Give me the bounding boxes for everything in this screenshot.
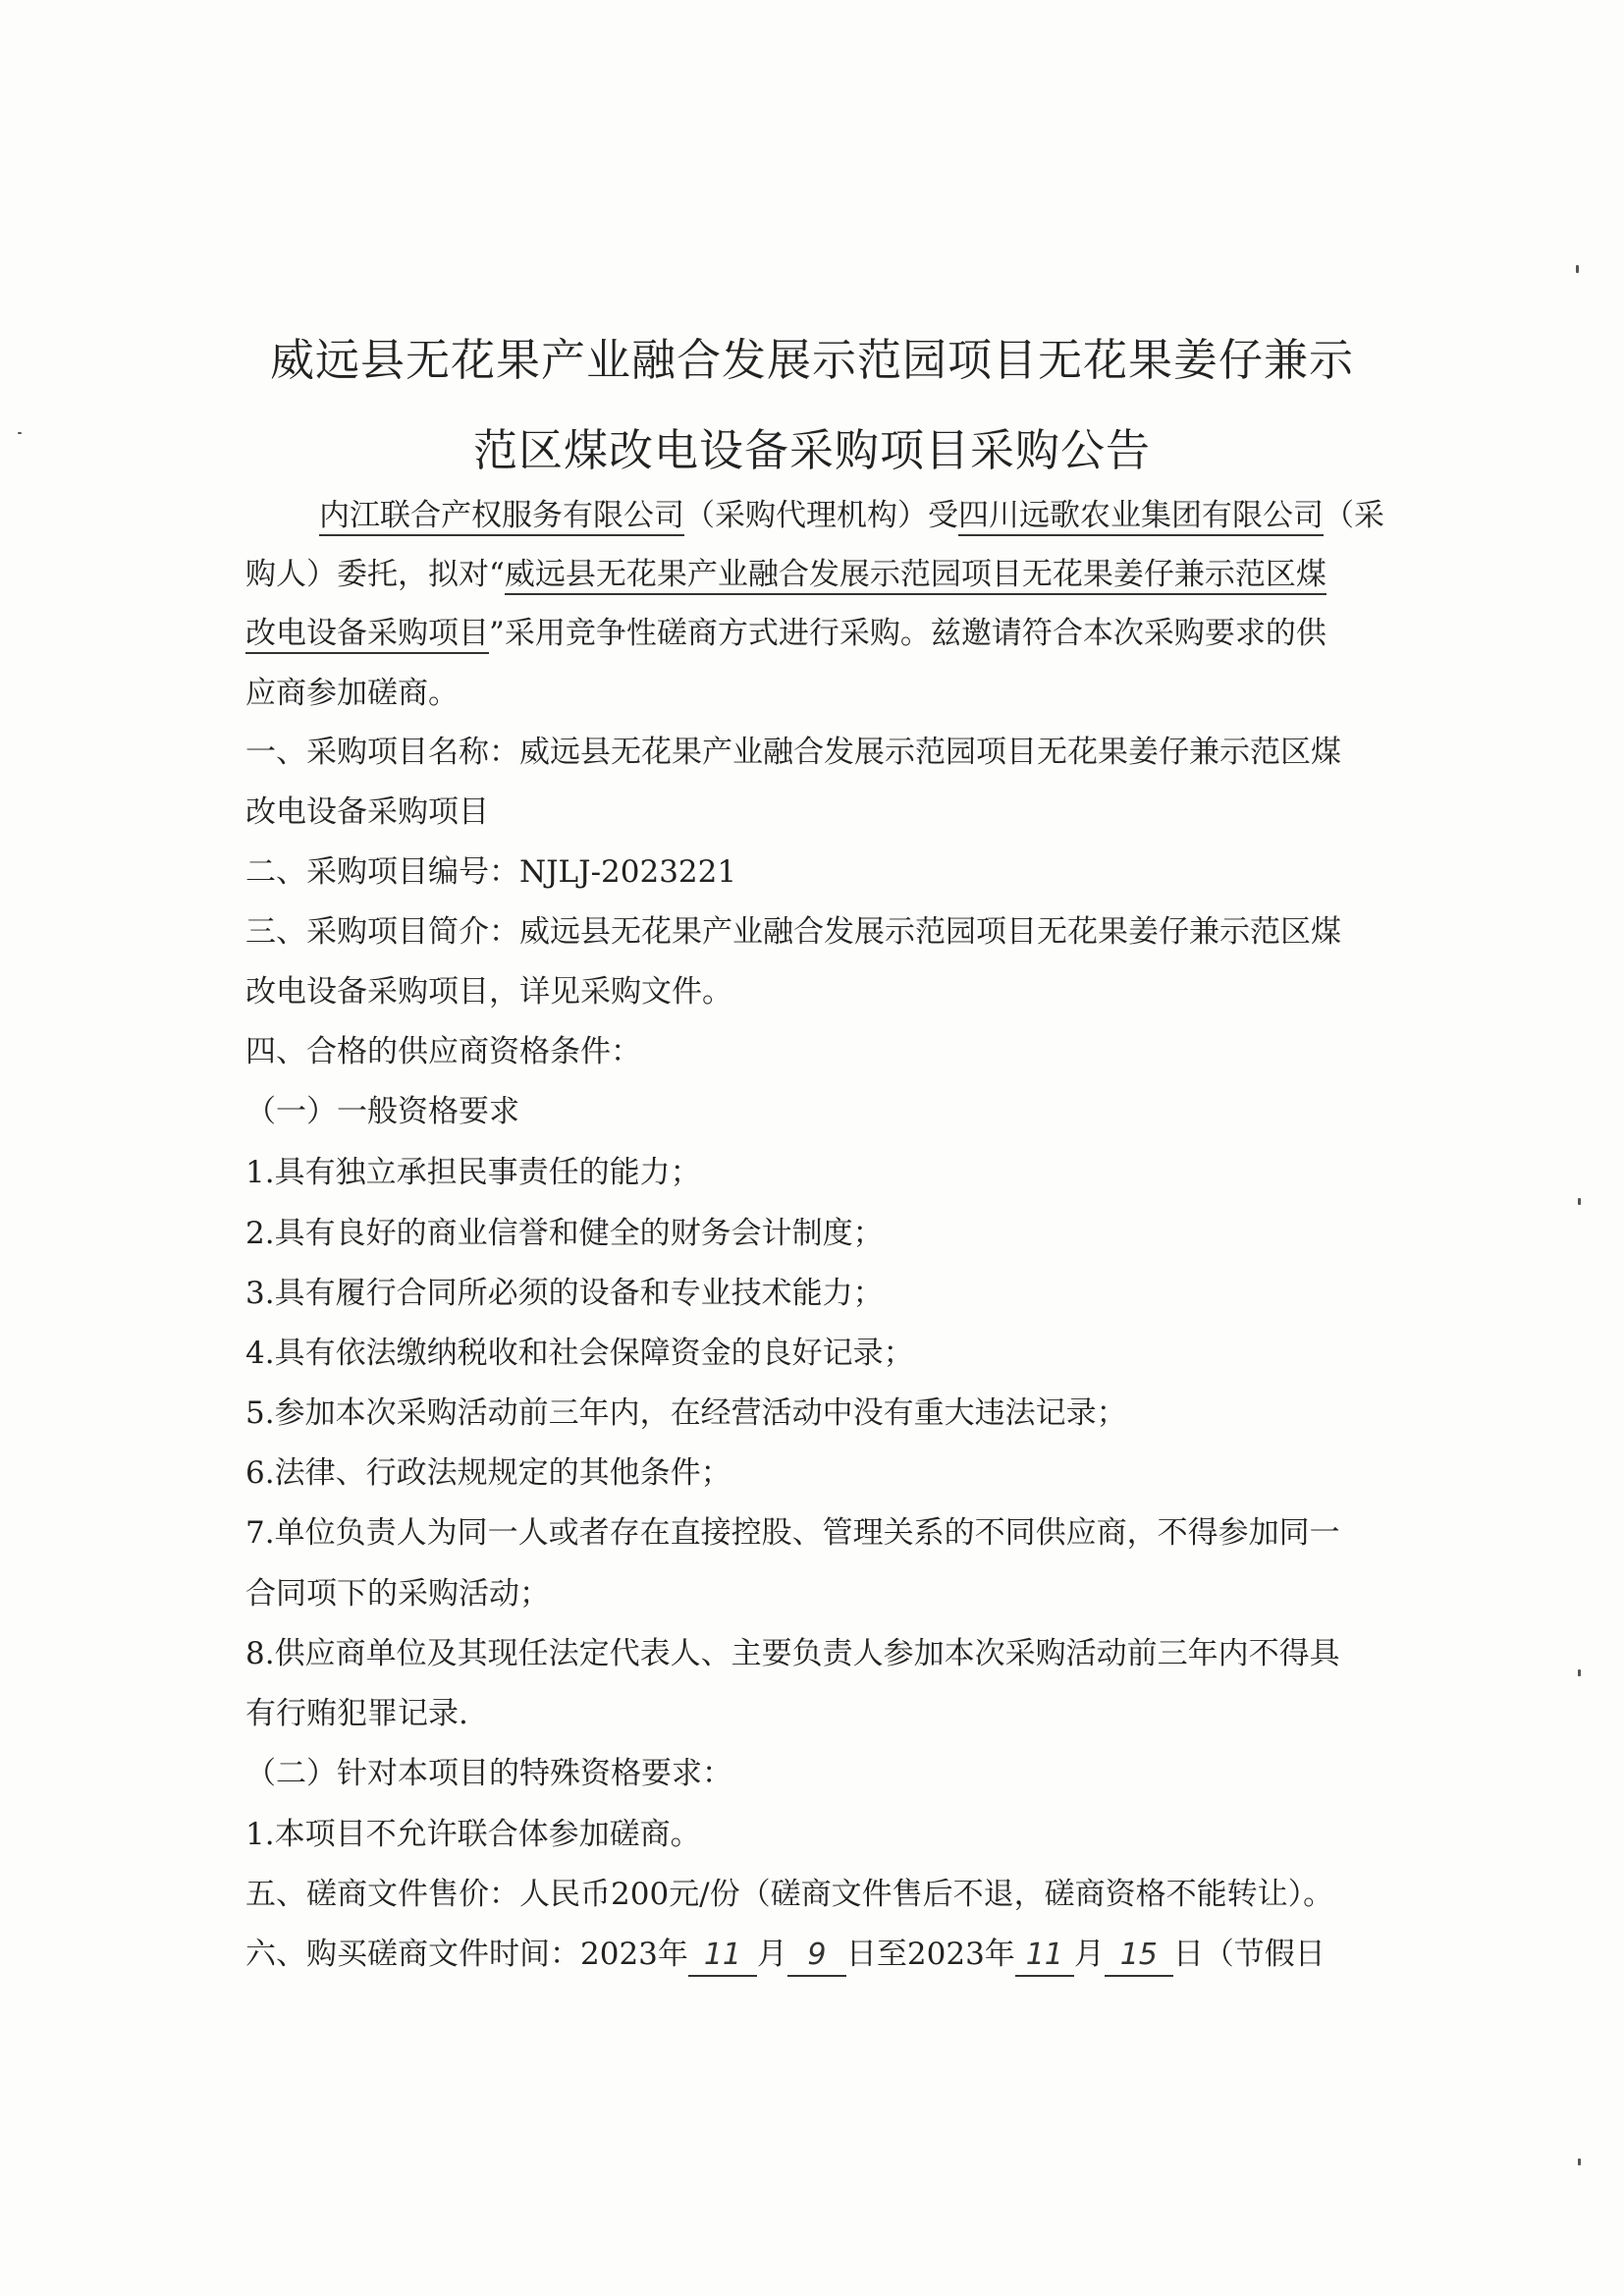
section-3-line-1: 三、采购项目简介：威远县无花果产业融合发展示范园项目无花果姜仔兼示范区煤	[245, 914, 1341, 950]
month-label-2: 月	[1073, 1937, 1105, 1972]
purchaser-role-a: （采	[1324, 498, 1384, 533]
scan-speck	[1578, 2159, 1581, 2165]
section-4-heading: 四、合格的供应商资格条件：	[245, 1034, 641, 1069]
requirement-6: 6.法律、行政法规规定的其他条件；	[245, 1455, 731, 1491]
agency-role: （采购代理机构）受	[684, 498, 958, 533]
section-1-line-1: 一、采购项目名称：威远县无花果产业融合发展示范园项目无花果姜仔兼示范区煤	[245, 735, 1341, 770]
section-6-suffix: 日（节假日	[1172, 1937, 1326, 1972]
section-6	[245, 1935, 1355, 1977]
section-6-prefix: 六、购买磋商文件时间：2023年	[245, 1937, 688, 1972]
requirement-5: 5.参加本次采购活动前三年内，在经营活动中没有重大违法记录；	[245, 1395, 1127, 1431]
handwritten-month-1: 11	[688, 1936, 757, 1977]
day-to-label: 日至2023年	[845, 1937, 1015, 1972]
handwritten-day-1: 9	[787, 1936, 846, 1977]
section-1-line-2: 改电设备采购项目	[245, 794, 489, 830]
handwritten-day-2: 15	[1105, 1936, 1173, 1977]
project-name-a: 威远县无花果产业融合发展示范园项目无花果姜仔兼示范区煤	[505, 557, 1326, 595]
scan-speck	[1576, 265, 1579, 273]
handwritten-month-2: 11	[1015, 1936, 1074, 1977]
requirement-7-line-2: 合同项下的采购活动；	[245, 1576, 550, 1612]
requirement-2: 2.具有良好的商业信誉和健全的财务会计制度；	[245, 1216, 884, 1251]
requirement-1: 1.具有独立承担民事责任的能力；	[245, 1155, 701, 1190]
month-label-1: 月	[756, 1937, 787, 1972]
intro-line-4: 应商参加磋商。	[245, 676, 459, 711]
special-requirement-1: 1.本项目不允许联合体参加磋商。	[245, 1817, 701, 1852]
project-name-b: 改电设备采购项目	[245, 616, 489, 654]
section-5: 五、磋商文件售价：人民币200元/份（磋商文件售后不退，磋商资格不能转让）。	[245, 1877, 1334, 1912]
section-4-sub-2: （二）针对本项目的特殊资格要求：	[245, 1756, 732, 1791]
document-title-line-2: 范区煤改电设备采购项目采购公告	[472, 424, 1151, 476]
intro-line-2	[245, 555, 1355, 594]
agency-name: 内江联合产权服务有限公司	[319, 498, 684, 536]
document-title-line-1: 威远县无花果产业融合发展示范园项目无花果姜仔兼示	[269, 334, 1354, 386]
requirement-7-line-1: 7.单位负责人为同一人或者存在直接控股、管理关系的不同供应商，不得参加同一	[245, 1515, 1340, 1551]
intro-line-1	[319, 496, 1429, 535]
section-3-line-2: 改电设备采购项目，详见采购文件。	[245, 974, 732, 1010]
intro-tail-a: ”采用竞争性磋商方式进行采购。兹邀请符合本次采购要求的供	[489, 616, 1326, 651]
section-4-sub-1: （一）一般资格要求	[245, 1094, 519, 1129]
purchaser-name: 四川远歌农业集团有限公司	[958, 498, 1324, 536]
purchaser-role-b: 购人）委托，拟对“	[245, 557, 505, 592]
intro-line-3	[245, 614, 1355, 653]
requirement-3: 3.具有履行合同所必须的设备和专业技术能力；	[245, 1276, 884, 1311]
requirement-4: 4.具有依法缴纳税收和社会保障资金的良好记录；	[245, 1336, 914, 1371]
scan-speck	[1578, 1669, 1581, 1676]
requirement-8-line-2: 有行贿犯罪记录.	[245, 1696, 468, 1731]
scan-speck	[18, 432, 22, 434]
requirement-8-line-1: 8.供应商单位及其现任法定代表人、主要负责人参加本次采购活动前三年内不得具	[245, 1636, 1340, 1671]
scan-speck	[1578, 1198, 1581, 1205]
section-2: 二、采购项目编号：NJLJ-2023221	[245, 854, 737, 890]
